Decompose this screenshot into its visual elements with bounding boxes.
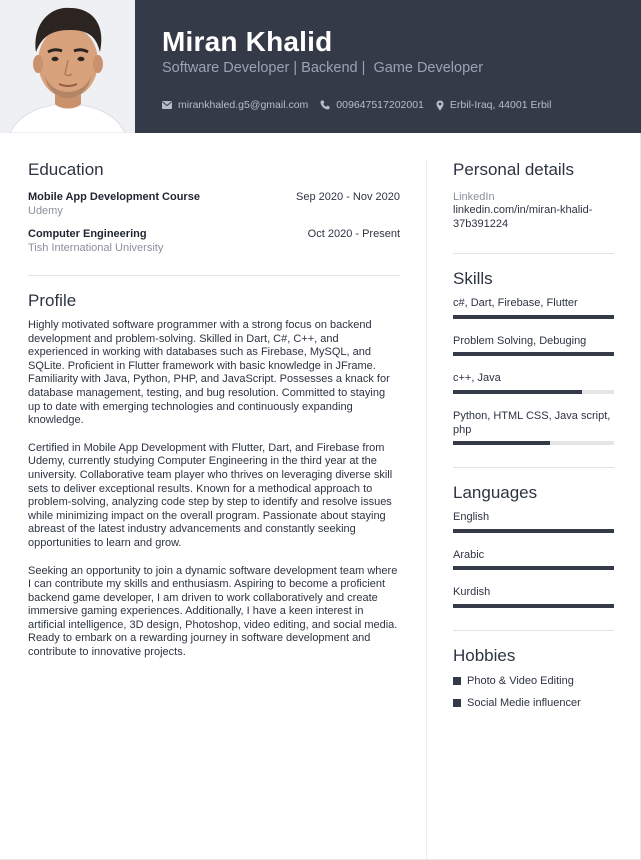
- language-name: Arabic: [453, 548, 485, 561]
- left-column: [28, 133, 400, 660]
- bullet-square-icon: [453, 699, 461, 707]
- language-level-fill: [453, 529, 614, 533]
- contact-bar: [162, 99, 563, 111]
- section-divider: [453, 630, 614, 631]
- location-pin-icon: [436, 100, 444, 111]
- section-divider: [28, 275, 400, 276]
- profile-heading: Profile: [28, 291, 77, 310]
- skill-name: c#, Dart, Firebase, Flutter: [453, 297, 578, 310]
- education-heading: Education: [28, 160, 104, 179]
- education-institution: Udemy: [28, 205, 63, 217]
- education-course: Computer Engineering: [28, 228, 147, 240]
- contact-location: [436, 99, 552, 111]
- education-dates: Oct 2020 - Present: [307, 228, 400, 240]
- right-column: [453, 133, 614, 709]
- hobbies-heading: Hobbies: [453, 645, 516, 665]
- education-item: [28, 191, 400, 217]
- language-item: [453, 511, 614, 533]
- skill-name: Python, HTML CSS, Java script, php: [453, 409, 611, 436]
- language-level-fill: [453, 566, 614, 570]
- skill-level-bar: [453, 441, 614, 445]
- skill-item: [453, 297, 614, 319]
- profile-paragraph: Highly motivated software programmer with a strong focus on backend development and problem-solving. Skilled in Dart, C#, C++, and experienced in working with databases such as Firebase, MySQL, and SQLite. Proficient in Flutter framework with basic knowledge in JFrame. Familiarity with Java, Python, PHP, and JavaScript. Possesses a knack for database management, testing, and bug resolution. Committed to staying up to date with emerging technologies and continuously expanding knowledge.: [28, 319, 390, 427]
- linkedin-link[interactable]: linkedin.com/in/miran-khalid-37b391224: [453, 204, 593, 230]
- bullet-square-icon: [453, 677, 461, 685]
- profile-paragraph: Certified in Mobile App Development with Flutter, Dart, and Firebase from Udemy, currently studying Computer Engineering in the third year at the university. Collaborative team player who thrives on leveraging diverse skill sets to deliver exceptional results. Known for a methodical approach to problem-solving, analyzing code step by step to identify and resolve issues while minimizing impact on the overall program. Passionate about staying abreast of the latest industry advancements and constantly seeking opportunities to learn and grow.: [28, 441, 393, 549]
- contact-location-text: Erbil-Iraq, 44001 Erbil: [449, 99, 552, 111]
- skill-level-fill: [453, 352, 614, 356]
- section-divider: [453, 467, 614, 468]
- candidate-name: Miran Khalid: [162, 26, 333, 57]
- language-level-fill: [453, 604, 614, 608]
- education-course: Mobile App Development Course: [28, 191, 200, 203]
- skill-level-fill: [453, 315, 614, 319]
- language-name: Kurdish: [453, 586, 491, 599]
- resume-header: [0, 0, 641, 133]
- candidate-subtitle: Software Developer | Backend | Game Developer: [162, 60, 484, 76]
- language-level-bar: [453, 604, 614, 608]
- language-item: [453, 549, 614, 571]
- contact-email[interactable]: [162, 99, 308, 111]
- phone-icon: [320, 100, 330, 110]
- education-item: [28, 228, 400, 254]
- skill-level-fill: [453, 441, 550, 445]
- contact-email-text: mirankhaled.g5@gmail.com: [178, 99, 309, 111]
- contact-phone[interactable]: [320, 99, 424, 111]
- hobby-name: Photo & Video Editing: [467, 674, 574, 687]
- column-divider: [426, 160, 427, 860]
- skill-level-bar: [453, 352, 614, 356]
- mail-icon: [162, 101, 172, 109]
- linkedin-label: LinkedIn: [453, 191, 495, 203]
- avatar-illustration: [0, 0, 135, 133]
- skill-item: [453, 372, 614, 394]
- language-name: English: [453, 511, 490, 524]
- skill-name: Problem Solving, Debuging: [453, 334, 587, 347]
- personal-details-heading: Personal details: [453, 160, 574, 179]
- education-dates: Sep 2020 - Nov 2020: [296, 191, 400, 203]
- language-level-bar: [453, 566, 614, 570]
- hobby-name: Social Medie influencer: [467, 696, 581, 709]
- skill-level-bar: [453, 390, 614, 394]
- skills-heading: Skills: [453, 269, 493, 289]
- section-divider: [453, 253, 614, 254]
- language-item: [453, 586, 614, 608]
- languages-heading: Languages: [453, 483, 538, 503]
- skill-item: [453, 410, 614, 445]
- education-institution: Tish International University: [28, 242, 164, 254]
- profile-photo: [0, 0, 135, 133]
- skill-level-bar: [453, 315, 614, 319]
- skill-name: c++, Java: [453, 372, 501, 385]
- skill-item: [453, 335, 614, 357]
- hobby-item: [453, 697, 614, 709]
- contact-phone-text: 009647517202001: [336, 99, 424, 111]
- hobby-item: [453, 675, 614, 687]
- language-level-bar: [453, 529, 614, 533]
- profile-paragraph: Seeking an opportunity to join a dynamic software development team where I can contribute my skills and enthusiasm. Aspiring to become a proficient backend game developer, I am driven to work collaboratively and create immersive gaming experiences. Additionally, I have a keen interest in artificial intelligence, 3D design, Photoshop, video editing, and social media. Ready to embark on a rewarding journey in software development and contribute to innovative projects.: [28, 564, 398, 659]
- skill-level-fill: [453, 390, 582, 394]
